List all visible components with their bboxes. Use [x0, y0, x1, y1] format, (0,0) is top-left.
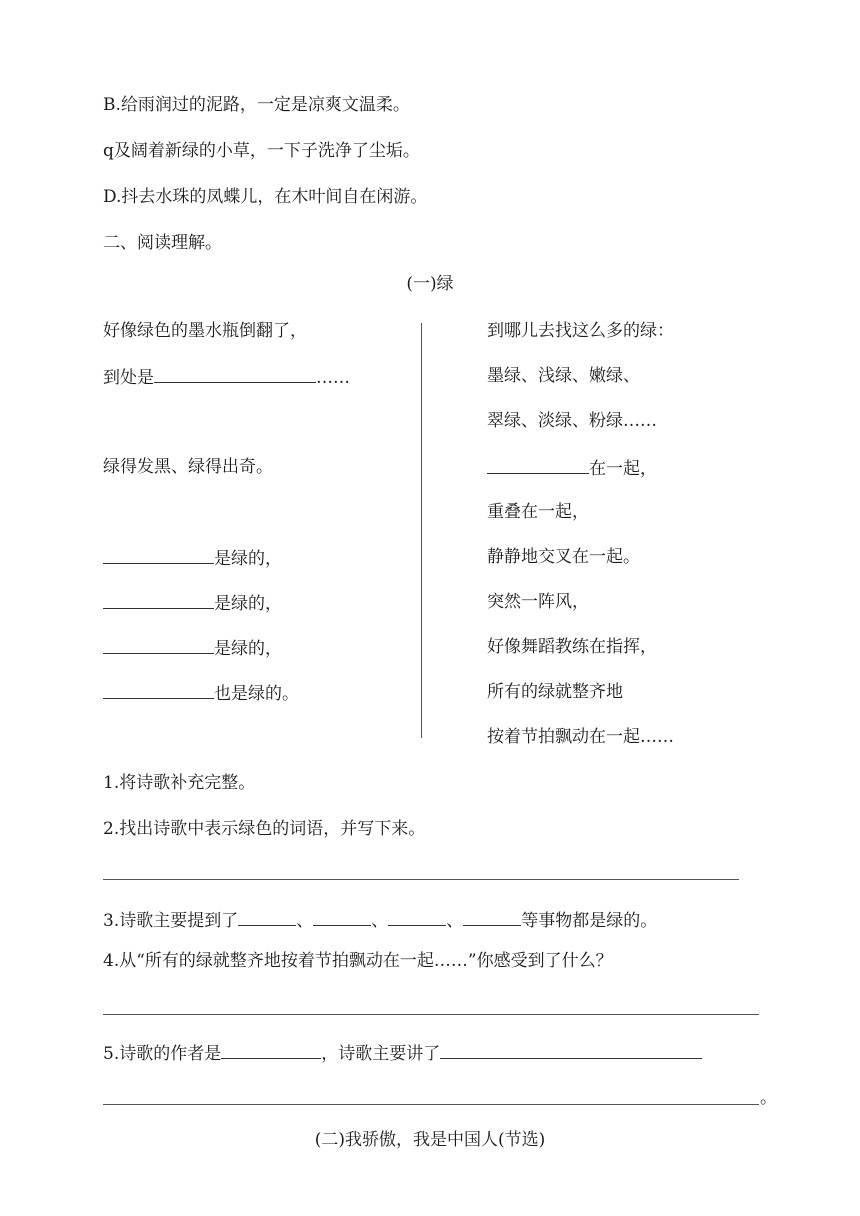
separator: 、 [446, 911, 464, 931]
poem-right-line-1: 到哪儿去找这么多的绿： [487, 321, 674, 341]
poem-left-line-2 [103, 364, 350, 390]
poem-title: (一)绿 [406, 274, 454, 294]
answer-line[interactable] [103, 1104, 759, 1105]
section-heading: 二、阅读理解。 [103, 233, 222, 253]
poem-right-line-4-suffix: 在一起， [589, 459, 657, 479]
poem-right-line-2: 墨绿、浅绿、嫩绿、 [487, 366, 640, 386]
poem-right-line-8: 好像舞蹈教练在指挥， [487, 637, 657, 657]
question-4: 4.从“所有的绿就整齐地按着节拍飘动在一起……”你感受到了什么？ [103, 951, 613, 971]
separator: 、 [371, 911, 389, 931]
question-1: 1.将诗歌补充完整。 [103, 773, 256, 793]
fill-blank[interactable] [103, 545, 214, 564]
option-b: B.给雨润过的泥路，一定是凉爽文温柔。 [103, 95, 410, 115]
question-5-prefix: 5.诗歌的作者是 [103, 1044, 222, 1064]
fill-blank[interactable] [238, 907, 296, 926]
poem-right-line-7: 突然一阵风， [487, 592, 589, 612]
poem-left-line-2-suffix: …… [316, 368, 350, 388]
poem-left-line-7 [103, 680, 299, 706]
poem-left-line-4 [103, 545, 282, 571]
answer-line[interactable] [103, 1014, 759, 1015]
fill-blank[interactable] [388, 907, 446, 926]
poem-right-line-9: 所有的绿就整齐地 [487, 682, 623, 702]
poem-left-line-6-suffix: 是绿的， [214, 639, 282, 659]
question-3-prefix: 3.诗歌主要提到了 [103, 911, 239, 931]
question-5-end: 。 [760, 1088, 777, 1108]
fill-blank[interactable] [103, 680, 214, 699]
question-5-mid: ，诗歌主要讲了 [321, 1044, 441, 1064]
answer-line[interactable] [103, 879, 739, 880]
poem-right-line-3: 翠绿、淡绿、粉绿…… [487, 411, 657, 431]
poem-left-line-4-suffix: 是绿的， [214, 549, 282, 569]
poem-right-line-4 [487, 455, 657, 481]
question-2: 2.找出诗歌中表示绿色的词语，并写下来。 [103, 819, 426, 839]
option-c: q及阔着新绿的小草，一下子洗净了尘垢。 [103, 141, 420, 161]
fill-blank[interactable] [487, 455, 589, 474]
fill-blank[interactable] [440, 1040, 702, 1059]
fill-blank[interactable] [221, 1040, 321, 1059]
fill-blank[interactable] [103, 590, 214, 609]
poem-2-title: (二)我骄傲，我是中国人(节选) [314, 1130, 546, 1150]
poem-left-line-1: 好像绿色的墨水瓶倒翻了， [103, 321, 307, 341]
option-d: D.抖去水珠的凤蝶儿，在木叶间自在闲游。 [103, 187, 428, 207]
poem-right-line-10: 按着节拍飘动在一起…… [487, 727, 674, 747]
poem-left-line-5 [103, 590, 282, 616]
poem-right-line-6: 静静地交叉在一起。 [487, 547, 640, 567]
fill-blank[interactable] [154, 364, 316, 383]
fill-blank[interactable] [103, 635, 214, 654]
fill-blank[interactable] [313, 907, 371, 926]
column-divider [421, 323, 422, 738]
question-3 [103, 907, 657, 933]
poem-left-line-6 [103, 635, 282, 661]
question-3-suffix: 等事物都是绿的。 [521, 911, 658, 931]
poem-left-line-5-suffix: 是绿的， [214, 594, 282, 614]
poem-right-line-5: 重叠在一起， [487, 502, 589, 522]
question-5 [103, 1040, 702, 1066]
fill-blank[interactable] [463, 907, 521, 926]
poem-left-line-2-prefix: 到处是 [103, 368, 154, 388]
poem-left-line-3: 绿得发黑、绿得出奇。 [103, 457, 273, 477]
separator: 、 [296, 911, 314, 931]
poem-left-line-7-suffix: 也是绿的。 [214, 684, 299, 704]
